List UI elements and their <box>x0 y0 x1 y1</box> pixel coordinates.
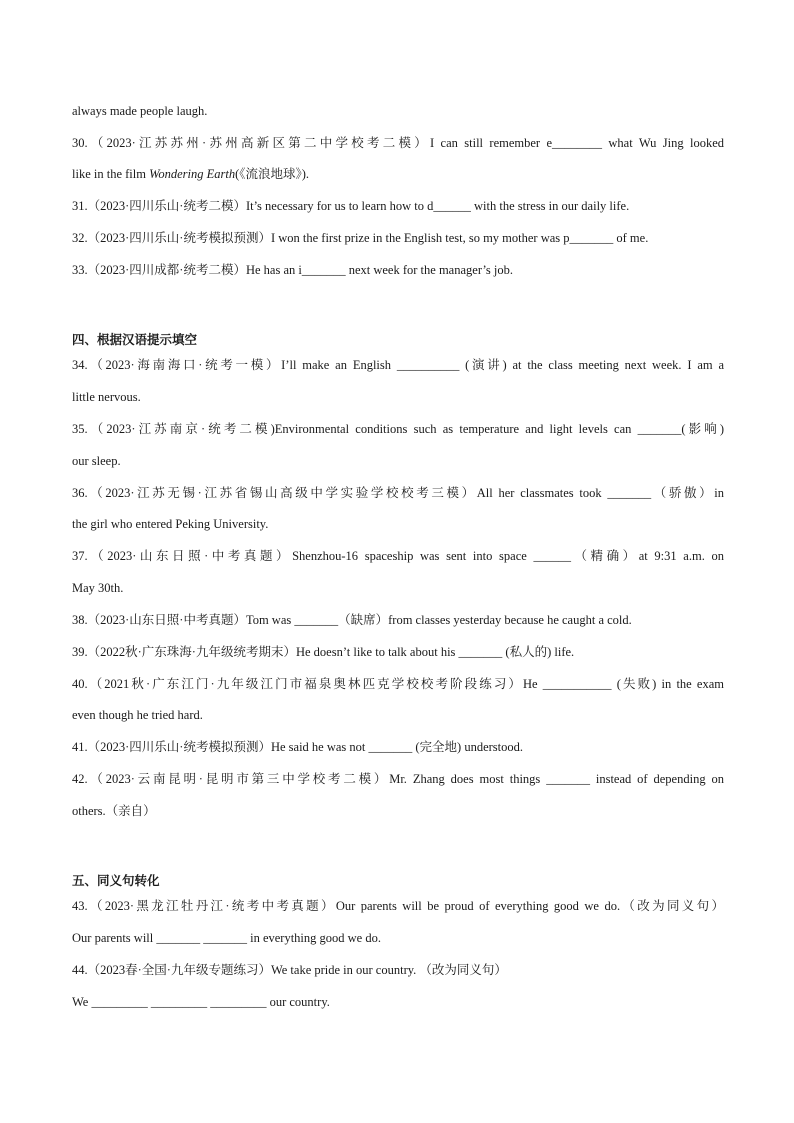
question-35-line-2: our sleep. <box>72 454 121 468</box>
question-30-line-1: 30.（2023·江苏苏州·苏州高新区第二中学校考二模）I can still remember e________ what Wu Jing looked <box>72 136 724 150</box>
section-5-title: 五、同义句转化 <box>72 873 160 888</box>
question-44-line-1: 44.（2023春·全国·九年级专题练习）We take pride in our country. （改为同义句） <box>72 963 507 977</box>
question-34-line-2: little nervous. <box>72 390 141 404</box>
question-31: 31.（2023·四川乐山·统考二模）It’s necessary for us to learn how to d______ with the stress in our daily life. <box>72 199 630 213</box>
question-37-line-2: May 30th. <box>72 581 124 595</box>
q30-text: like in the film <box>72 167 150 181</box>
question-36-line-1: 36.（2023·江苏无锡·江苏省锡山高级中学实验学校校考三模）All her classmates took _______（骄傲）in <box>72 486 724 500</box>
question-44-line-2: We _________ _________ _________ our country. <box>72 995 330 1009</box>
question-42-line-2: others.（亲自） <box>72 804 156 818</box>
question-32: 32.（2023·四川乐山·统考模拟预测）I won the first prize in the English test, so my mother was p_______ of me. <box>72 231 649 245</box>
question-40-line-1: 40.（2021秋·广东江门·九年级江门市福泉奥林匹克学校校考阶段练习）He ___________ (失败) in the exam <box>72 677 724 691</box>
question-39: 39.（2022秋·广东珠海·九年级统考期末）He doesn’t like to talk about his _______ (私人的) life. <box>72 645 575 659</box>
question-40-line-2: even though he tried hard. <box>72 708 203 722</box>
question-41: 41.（2023·四川乐山·统考模拟预测）He said he was not _______ (完全地) understood. <box>72 740 523 754</box>
question-35-line-1: 35.（2023·江苏南京·统考二模)Environmental conditions such as temperature and light levels can _______(影响) <box>72 422 724 436</box>
question-38: 38.（2023·山东日照·中考真题）Tom was _______（缺席）from classes yesterday because he caught a cold. <box>72 613 632 627</box>
section-4-title: 四、根据汉语提示填空 <box>72 332 198 347</box>
question-34-line-1: 34.（2023·海南海口·统考一模）I’ll make an English __________ (演讲) at the class meeting next week. I am a <box>72 358 724 372</box>
question-37-line-1: 37.（2023·山东日照·中考真题）Shenzhou-16 spaceship was sent into space ______（精确）at 9:31 a.m. on <box>72 549 724 563</box>
q30-text-end: (《流浪地球》). <box>235 167 310 181</box>
question-43-line-1: 43.（2023·黑龙江牡丹江·统考中考真题）Our parents will be proud of everything good we do.（改为同义句） <box>72 899 724 913</box>
question-42-line-1: 42.（2023·云南昆明·昆明市第三中学校考二模）Mr. Zhang does most things _______ instead of depending on <box>72 772 724 786</box>
question-33: 33.（2023·四川成都·统考二模）He has an i_______ next week for the manager’s job. <box>72 263 514 277</box>
question-43-line-2: Our parents will _______ _______ in everything good we do. <box>72 931 381 945</box>
continued-line: always made people laugh. <box>72 104 208 118</box>
question-36-line-2: the girl who entered Peking University. <box>72 517 269 531</box>
film-title: Wondering Earth <box>149 167 236 181</box>
question-30-line-2 <box>72 166 724 182</box>
